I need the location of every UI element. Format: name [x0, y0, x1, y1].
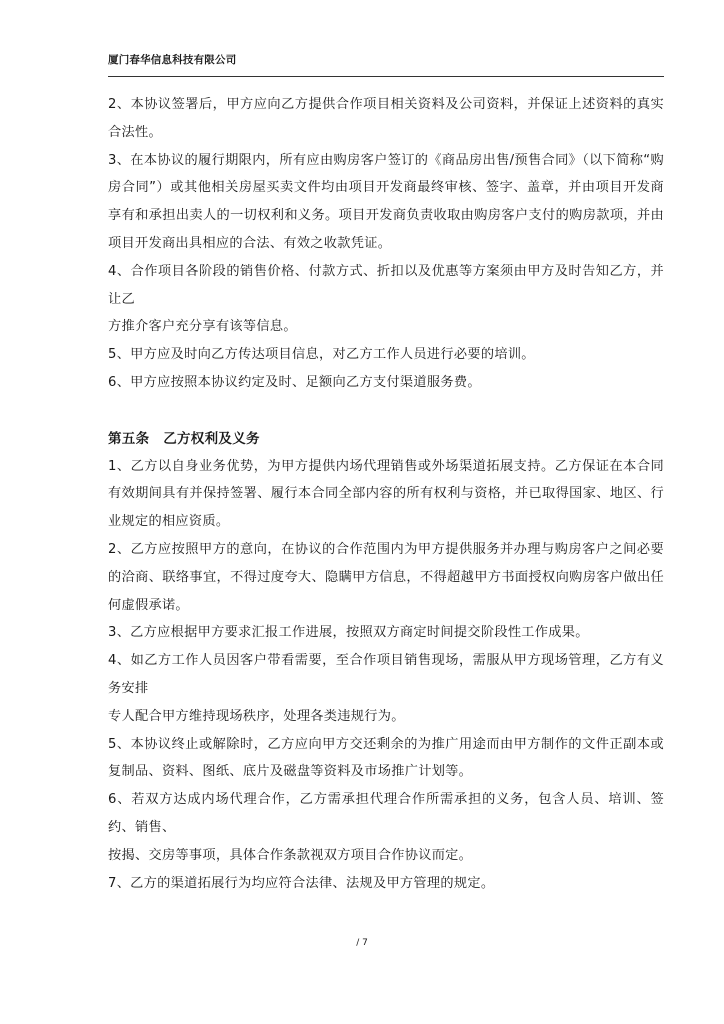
clause-4-item-3: 3、在本协议的履行期限内，所有应由购房客户签订的《商品房出售/预售合同》（以下简称“购房合同”）或其他相关房屋买卖文件均由项目开发商最终审核、签字、盖章，并由项目开发商享有和承担出卖人的一切权利和义务。项目开发商负责收取由购房客户支付的购房款项，并由项目开发商出具相应的合法、有效之收款凭证。	[108, 152, 664, 251]
clause-5-item-4: 4、如乙方工作人员因客户带看需要，至合作项目销售现场，需服从甲方现场管理，乙方有义务安排	[108, 653, 664, 696]
clause-4-item-4: 4、合作项目各阶段的销售价格、付款方式、折扣以及优惠等方案须由甲方及时告知乙方，并让乙	[108, 263, 664, 307]
clause-5-item-1: 1、乙方以自身业务优势，为甲方提供内场代理销售或外场渠道拓展支持。乙方保证在本合同有效期间具有并保持签署、履行本合同全部内容的所有权利与资格，并已取得国家、地区、行业规定的相应资质。	[108, 458, 664, 530]
section-gap	[108, 397, 664, 425]
clause-5-item-5: 5、本协议终止或解除时，乙方应向甲方交还剩余的为推广用途而由甲方制作的文件正副本或复制品、资料、图纸、底片及磁盘等资料及市场推广计划等。	[108, 736, 664, 780]
clause-5-item-2: 2、乙方应按照甲方的意向，在协议的合作范围内为甲方提供服务并办理与购房客户之间必要的洽商、联络事宜，不得过度夸大、隐瞒甲方信息，不得超越甲方书面授权向购房客户做出任何虚假承诺。	[108, 541, 664, 613]
section-heading-article-5: 第五条 乙方权利及义务	[108, 430, 260, 447]
clause-4-item-2: 2、本协议签署后，甲方应向乙方提供合作项目相关资料及公司资料，并保证上述资料的真实合法性。	[108, 97, 664, 140]
clause-4-item-4-continued: 方推介客户充分享有该等信息。	[108, 319, 297, 335]
clause-5-item-3: 3、乙方应根据甲方要求汇报工作进展，按照双方商定时间提交阶段性工作成果。	[108, 625, 589, 641]
company-name: 厦门春华信息科技有限公司	[108, 54, 237, 66]
document-body	[108, 91, 664, 897]
clause-5-item-6-continued: 按揭、交房等事项，具体合作条款视双方项目合作协议而定。	[108, 847, 473, 863]
header-rule	[108, 76, 664, 77]
clause-4-item-6: 6、甲方应按照本协议约定及时、足额向乙方支付渠道服务费。	[108, 374, 481, 390]
clause-5-item-6: 6、若双方达成内场代理合作，乙方需承担代理合作所需承担的义务，包含人员、培训、签约、销售、	[108, 792, 664, 835]
clause-5-item-4-continued: 专人配合甲方维持现场秩序，处理各类违规行为。	[108, 708, 405, 724]
page-header	[108, 52, 664, 67]
clause-4-item-5: 5、甲方应及时向乙方传达项目信息，对乙方工作人员进行必要的培训。	[108, 347, 535, 363]
clause-5-item-7: 7、乙方的渠道拓展行为均应符合法律、法规及甲方管理的规定。	[108, 875, 495, 891]
page-number: / 7	[356, 938, 368, 948]
